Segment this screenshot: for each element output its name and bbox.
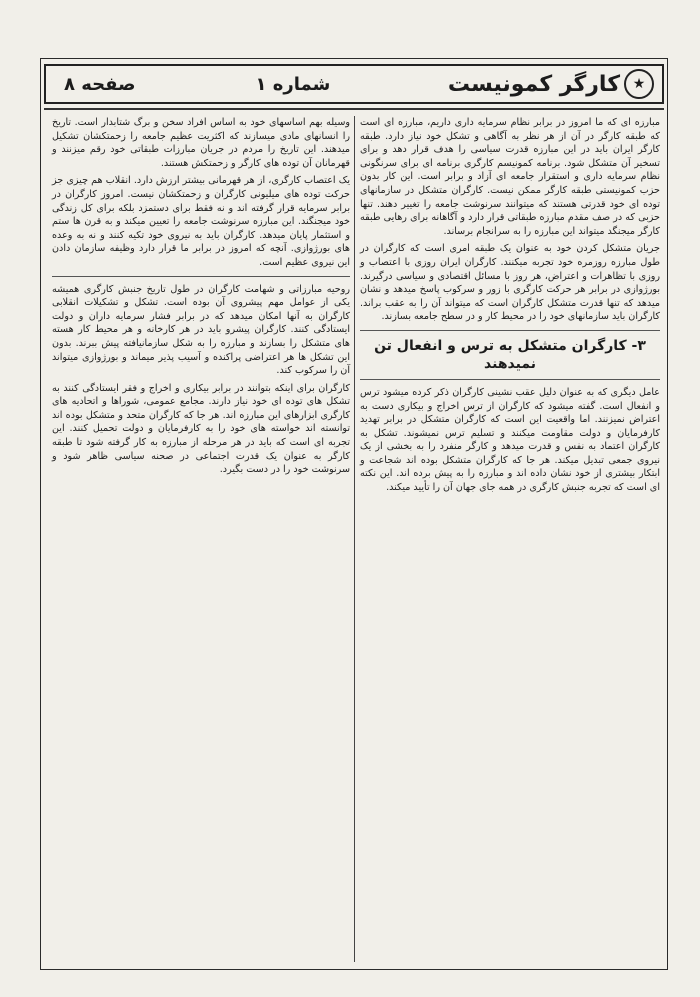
page-number: صفحه ۸ — [64, 73, 136, 95]
body-paragraph: مبارزه ای که ما امروز در برابر نظام سرمایه داری داریم، مبارزه ای است که طبقه کارگر در آن از هر نظر به آگاهی و تشکل خود نیاز دارد. طبقه کارگر ایران باید در این مبارزه قدرت سیاسی را هدف قرار دهد و برای تسخیر آن متشکل شود. برنامه کمونیسم کارگری برنامه ای برای سرنگونی نظام سرمایه داری و استقرار جامعه ای آزاد و برابر است. این کار بدون حزب کمونیستی طبقه کارگر ممکن نیست. کارگران متشکل در سازمانهای توده ای خود قدرتی هستند که میتوانند سرنوشت جامعه را تغییر دهند. تنها حزبی که در صف مقدم مبارزه طبقاتی قرار دارد و آگاهانه برای رهایی طبقه کارگر میجنگد میتواند این مبارزه را به سرانجام برساند. — [360, 117, 660, 237]
body-paragraph: جریان متشکل کردن خود به عنوان یک طبقه امری است که کارگران در طول مبارزه روزمره خود تجربه میکنند. کارگران ایران روزی با اعتصاب و روزی با تظاهرات و اعتراض، هر روز با مسائل اقتصادی و سیاسی درگیرند. بورژوازی در برابر هر حرکت کارگری با زور و سرکوب پاسخ میدهد و نشان میدهد که تنها قدرت متشکل کارگران است که میتواند آن را به عقب براند. کارگران باید سازمانهای خود را در محیط کار و در سطح جامعه بسازند. — [360, 243, 660, 323]
party-logo-icon: ★ — [624, 69, 654, 99]
left-column — [52, 116, 350, 481]
body-paragraph: کارگران برای اینکه بتوانند در برابر بیکاری و اخراج و فقر ایستادگی کنند به تشکل های توده ای خود نیاز دارند. مجامع عمومی، شوراها و اتحادیه های کارگری ابزارهای این مبارزه اند. هر جا که کارگران متحد و متشکل بوده اند توانسته اند خواسته های خود را به کارفرمایان و دولت تحمیل کنند. این تجربه ای است که باید در هر مرحله از مبارزه به کار گرفته شود تا طبقه کارگر به عنوان یک قدرت اجتماعی در صحنه سیاسی ظاهر شود و سرنوشت خود را در دست بگیرد. — [52, 382, 350, 476]
section-separator — [360, 330, 660, 331]
masthead — [44, 64, 664, 104]
body-paragraph: وسیله بهم اساسهای خود به اساس افراد سخن و برگ شتابدار است. تاریخ را انسانهای مادی میسازند که اکثریت عظیم جامعه را زحمتکشان تشکیل میدهند. این تاریخ را مردم در جریان مبارزات طبقاتی خود رقم میزنند و قهرمانان آن توده های کارگر و زحمتکش هستند. — [52, 117, 350, 169]
masthead-rule — [44, 108, 664, 110]
right-column — [360, 116, 660, 499]
body-paragraph: یک اعتصاب کارگری، از هر قهرمانی بیشتر ارزش دارد. انقلاب هم چیزی جز حرکت توده های میلیونی کارگران و زحمتکشان نیست. امروز کارگران در برابر سرمایه قرار گرفته اند و نه فقط برای دستمزد بلکه برای کل زندگی خود میجنگند. این مبارزه سرنوشت جامعه را تعیین میکند و به قرن ها ستم و استثمار پایان میدهد. کارگران باید به نیروی خود تکیه کنند و نه به وعده های بورژوازی. آنچه که امروز در برابر ما قرار دارد وظیفه سازمان دادن این نیروی عظیم است. — [52, 175, 350, 268]
publication-title: کارگر کمونیست — [447, 71, 620, 97]
body-paragraph: روحیه مبارزاتی و شهامت کارگران در طول تاریخ جنبش کارگری همیشه یکی از عوامل مهم پیشروی آن بوده است. تشکل و تشکیلات انقلابی کارگران به آنها امکان میدهد که در برابر فشار سرمایه داران و دولت ایستادگی کنند. کارگران پیشرو باید در هر کارخانه و هر محیط کار هسته های متشکل را بسازند و مبارزه را به شکل سازمانیافته پیش ببرند. بدون این تشکل ها هر اعتراضی پراکنده و آسیب پذیر میماند و بورژوازی میتواند آن را سرکوب کند. — [52, 283, 350, 377]
section-heading: ۳- کارگران متشکل به ترس و انفعال تن نمیدهند — [374, 337, 646, 372]
paragraph-separator — [52, 276, 350, 277]
issue-number: شماره ۱ — [255, 73, 331, 95]
body-paragraph: عامل دیگری که به عنوان دلیل عقب نشینی کارگران ذکر کرده میشود ترس و انفعال است. گفته میشود که کارگران از ترس اخراج و بیکاری دست به اعتراض نمیزنند. اما واقعیت این است که کارگران متشکل در برابر تهدید کارفرمایان و دولت مقاومت میکنند و تسلیم ترس نمیشوند. تشکل به کارگران اعتماد به نفس و قدرت میدهد و کارگر منفرد را به بخشی از یک نیروی جمعی تبدیل میکند. هر جا که کارگران متشکل بوده اند شجاعت و ابتکار بیشتری از خود نشان داده اند و مبارزه را به پیش برده اند. این نکته ای است که تجربه جنبش کارگری در همه جای جهان آن را تأیید میکند. — [360, 386, 660, 494]
column-divider — [354, 116, 355, 962]
section-separator — [360, 379, 660, 380]
